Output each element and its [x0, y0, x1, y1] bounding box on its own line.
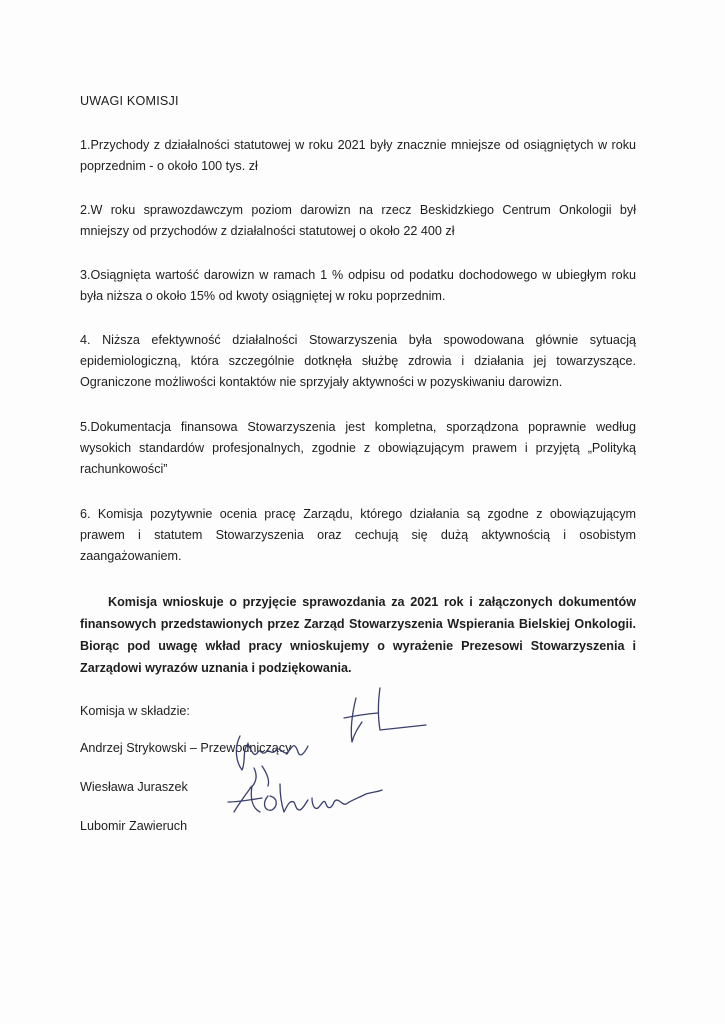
remark-5: 5.Dokumentacja finansowa Stowarzyszenia jest kompletna, sporządzona poprawnie według wysokich standardów profesjonalnych, zgodnie z obowiązującym prawem i przyjętą „Polityką rachunkowości”: [80, 420, 636, 476]
remark-1: 1.Przychody z działalności statutowej w roku 2021 były znacznie mniejsze od osiągniętych w roku poprzednim - o około 100 tys. zł: [80, 138, 636, 173]
remark-6: 6. Komisja pozytywnie ocenia pracę Zarządu, którego działania są zgodne z obowiązującym prawem i statutem Stowarzyszenia oraz cechują się dużą aktywnością i osobistym zaangażowaniem.: [80, 507, 636, 563]
signature-third: [220, 772, 390, 832]
document-heading: UWAGI KOMISJI: [80, 94, 179, 108]
committee-label: Komisja w składzie:: [80, 704, 190, 718]
remark-4: 4. Niższa efektywność działalności Stowarzyszenia była spowodowana głównie sytuacją epidemiologiczną, która szczególnie dotknęła służbę zdrowia i działania jej towarzyszące. Ograniczone możliwości kontaktów nie sprzyjały aktywności w pozyskiwaniu darowizn.: [80, 333, 636, 389]
remark-3: 3.Osiągnięta wartość darowizn w ramach 1 % odpisu od podatku dochodowego w ubiegłym roku była niższa o około 15% od kwoty osiągniętej w roku poprzednim.: [80, 268, 636, 303]
member-chairman: Andrzej Strykowski – Przewodniczący: [80, 741, 292, 755]
signature-chairman: [338, 680, 438, 750]
member-third: Lubomir Zawieruch: [80, 819, 188, 833]
member-second: Wiesława Juraszek: [80, 780, 188, 794]
committee-conclusion: Komisja wnioskuje o przyjęcie sprawozdania za 2021 rok i załączonych dokumentów finansowych przedstawionych przez Zarząd Stowarzyszenia Wspierania Bielskiej Onkologii. Biorąc pod uwagę wkład pracy wnioskujemy o wyrażenie Prezesowi Stowarzyszenia i Zarządowi wyrazów uznania i podziękowania.: [80, 595, 636, 675]
remark-2: 2.W roku sprawozdawczym poziom darowizn na rzecz Beskidzkiego Centrum Onkologii był mniejszy od przychodów z działalności statutowej o około 22 400 zł: [80, 203, 636, 238]
